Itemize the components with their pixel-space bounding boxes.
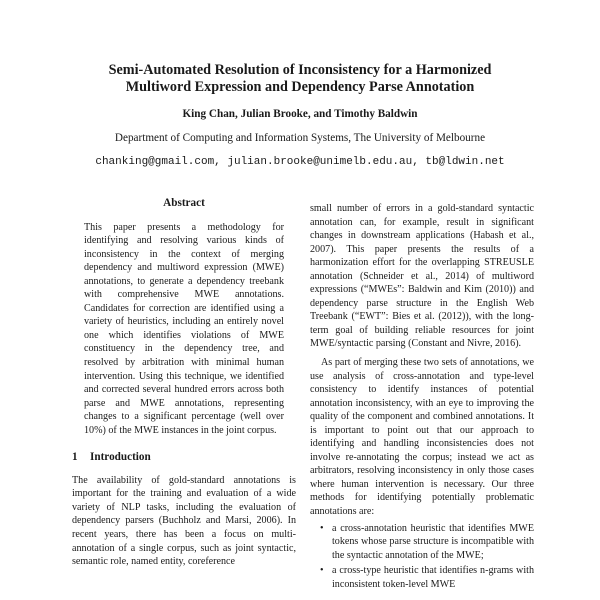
- left-column: [72, 197, 296, 569]
- abstract-body: This paper presents a methodology for identifying and resolving various kinds of inconsistency in the context of merging dependency and multiword expression (MWE) annotations, to generate a dependency treebank with comprehensive MWE annotations. Candidates for correction are identified using a variety of heuristics, including an entirely novel one which identifies violations of MWE constituency in the dependency tree, and resolved by arbitration with minimal human intervention. Using this technique, we identified and corrected several hundred errors across both parse and MWE annotations, representing changes to a significant percentage (well over 10%) of the MWE instances in the joint corpus.: [84, 221, 284, 436]
- right-paragraph-1: small number of errors in a gold-standard syntactic annotation can, for example, result in significant changes in downstream applications (Habash et al., 2007). This paper presents the results of a harmonization effort for the overlapping STREUSLE annotation (Schneider et al., 2014) of multiword expressions (“MWEs”: Baldwin and Kim (2010)) and dependency parse structure in the English Web Treebank (“EWT”: Bies et al. (2012)), with the long-term goal of building reliable resources for joint MWE/syntactic parsing (Constant and Nivre, 2016).: [310, 203, 534, 350]
- list-item-text: a cross-type heuristic that identifies n-grams with inconsistent token-level MWE: [332, 565, 534, 590]
- affiliation: Department of Computing and Information Systems, The University of Melbourne: [114, 132, 486, 144]
- authors: King Chan, Julian Brooke, and Timothy Baldwin: [182, 108, 418, 120]
- list-item: [320, 564, 534, 591]
- bullet-icon: •: [320, 522, 324, 534]
- bullet-icon: •: [320, 565, 324, 577]
- paper-title: [0, 62, 600, 96]
- section-heading-introduction: [72, 451, 296, 465]
- list-item: [320, 522, 534, 563]
- list-item-text: a cross-annotation heuristic that identifies MWE tokens whose parse structure is incompatible with the syntactic annotation of the MWE;: [332, 522, 534, 561]
- methods-list: [310, 522, 534, 592]
- title-line-2: Multiword Expression and Dependency Parse Annotation: [125, 79, 475, 95]
- intro-paragraph-1: The availability of gold-standard annotations is important for the training and evaluation of a wide variety of NLP tasks, including the evaluation of dependency parsers (Buchholz and Marsi, 2006). In recent years, there has been a focus on multi-annotation of a single corpus, such as joint syntactic, semantic role, named entity, coreference: [72, 474, 296, 568]
- section-number: 1: [72, 451, 78, 464]
- right-paragraph-2: As part of merging these two sets of annotations, we use analysis of cross-annotation and type-level consistency to identify instances of potential annotation inconsistency, with an eye to improving the quality of the component and combined annotations. It is important to point out that our approach to identifying and handling inconsistencies does not involve re-annotating the corpus; instead we act as arbitrators, resolving inconsistency in only those cases where human intervention is necessary. Our three methods for identifying potentially problematic annotations are:: [310, 357, 534, 518]
- abstract-heading: Abstract: [163, 197, 205, 209]
- right-column: [310, 202, 534, 593]
- title-line-1: Semi-Automated Resolution of Inconsistency for a Harmonized: [108, 62, 492, 78]
- section-title: Introduction: [90, 451, 151, 464]
- author-emails: chanking@gmail.com, julian.brooke@unimelb.edu.au, tb@ldwin.net: [95, 156, 505, 168]
